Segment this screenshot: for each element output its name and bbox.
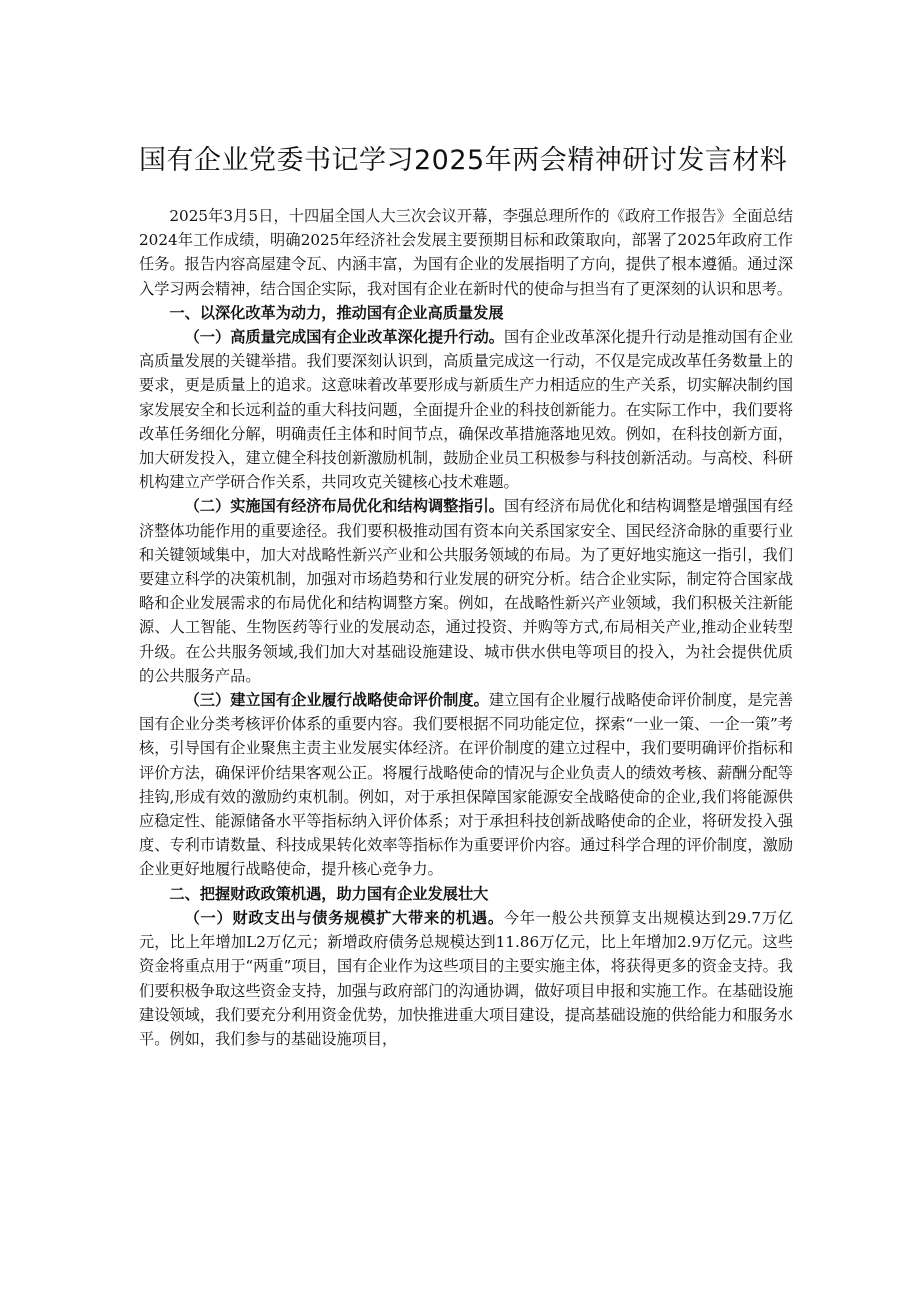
subsection-paragraph [139, 688, 793, 882]
subsection-heading: （一）财政支出与债务规模扩大带来的机遇。 [184, 908, 504, 927]
section-heading: 二、把握财政政策机遇，助力国有企业发展壮大 [169, 884, 489, 903]
document-body [139, 204, 793, 1051]
subsection-heading: （一）高质量完成国有企业改革深化提升行动。 [184, 328, 505, 347]
subsection-body: 国有经济布局优化和结构调整是增强国有经济整体功能作用的重要途径。我们要积极推动国有资本向关系国家安全、国民经济命脉的重要行业和关键领域集中，加大对战略性新兴产业和公共服务领域的布局。为了更好地实施这一指引，我们要建立科学的决策机制，加强对市场趋势和行业发展的研究分析。结合企业实际，制定符合国家战略和企业发展需求的布局优化和结构调整方案。例如，在战略性新兴产业领域，我们积极关注新能源、人工智能、生物医药等行业的发展动态，通过投资、并购等方式,布局相关产业,推动企业转型升级。在公共服务领域,我们加大对基础设施建设、城市供水供电等项目的投入，为社会提供优质的公共服务产品。 [139, 497, 794, 685]
subsection-paragraph [139, 325, 793, 494]
intro-paragraph: 2025年3月5日，十四届全国人大三次会议开幕，李强总理所作的《政府工作报告》全面总结2024年工作成绩，明确2025年经济社会发展主要预期目标和政策取向，部署了2025年政府工作任务。报告内容高屋建令瓦、内涵丰富，为国有企业的发展指明了方向，提供了根本遵循。通过深入学习两会精神，结合国企实际，我对国有企业在新时代的使命与担当有了更深刻的认识和思考。 [139, 207, 793, 298]
subsection-body: 国有企业改革深化提升行动是推动国有企业高质量发展的关键举措。我们要深刻认识到，高质量完成这一行动，不仅是完成改革任务数量上的要求，更是质量上的追求。这意味着改革要形成与新质生产力相适应的生产关系，切实解决制约国家发展安全和长远利益的重大科技问题，全面提升企业的科技创新能力。在实际工作中，我们要将改革任务细化分解，明确责任主体和时间节点，确保改革措施落地见效。例如，在科技创新方面，加大研发投入，建立健全科技创新激励机制，鼓励企业员工积极参与科技创新活动。与高校、科研机构建立产学研合作关系，共同攻克关键核心技术难题。 [139, 328, 794, 492]
subsection-body: 建立国有企业履行战略使命评价制度，是完善国有企业分类考核评价体系的重要内容。我们要根据不同功能定位，探索“一业一策、一企一策”考核，引导国有企业聚焦主责主业发展实体经济。在评价制度的建立过程中，我们要明确评价指标和评价方法，确保评价结果客观公正。将履行战略使命的情况与企业负责人的绩效考核、薪酬分配等挂钩,形成有效的激励约束机制。例如，对于承担保障国家能源安全战略使命的企业,我们将能源供应稳定性、能源储备水平等指标纳入评价体系；对于承担科技创新战略使命的企业，将研发投入强度、专利巿请数量、科技成果转化效率等指标作为重要评价内容。通过科学合理的评价制度，激励企业更好地履行战略使命，提升核心竞争力。 [139, 691, 794, 879]
subsection-paragraph [139, 906, 793, 1051]
document-page [139, 138, 793, 1051]
document-title: 国有企业党委书记学习2025年两会精神研讨发言材料 [139, 145, 788, 176]
section-heading: 一、以深化改革为动力，推动国有企业高质量发展 [169, 303, 504, 322]
subsection-heading: （二）实施国有经济布局优化和结构调整指引。 [184, 497, 505, 516]
subsection-paragraph [139, 494, 793, 688]
subsection-body: 今年一般公共预算支出规模达到29.7万亿元，比上年增加L2万亿元；新增政府债务总规模达到11.86万亿元，比上年增加2.9万亿元。这些资金将重点用于“两重”项目，国有企业作为这些项目的主要实施主体，将获得更多的资金支持。我们要积极争取这些资金支持，加强与政府部门的沟通协调，做好项目申报和实施工作。在基础设施建设领域，我们要充分利用资金优势，加快推进重大项目建设，提高基础设施的供给能力和服务水平。例如，我们参与的基础设施项目， [139, 908, 793, 1048]
subsection-heading: （三）建立国有企业履行战略使命评价制度。 [184, 691, 489, 710]
